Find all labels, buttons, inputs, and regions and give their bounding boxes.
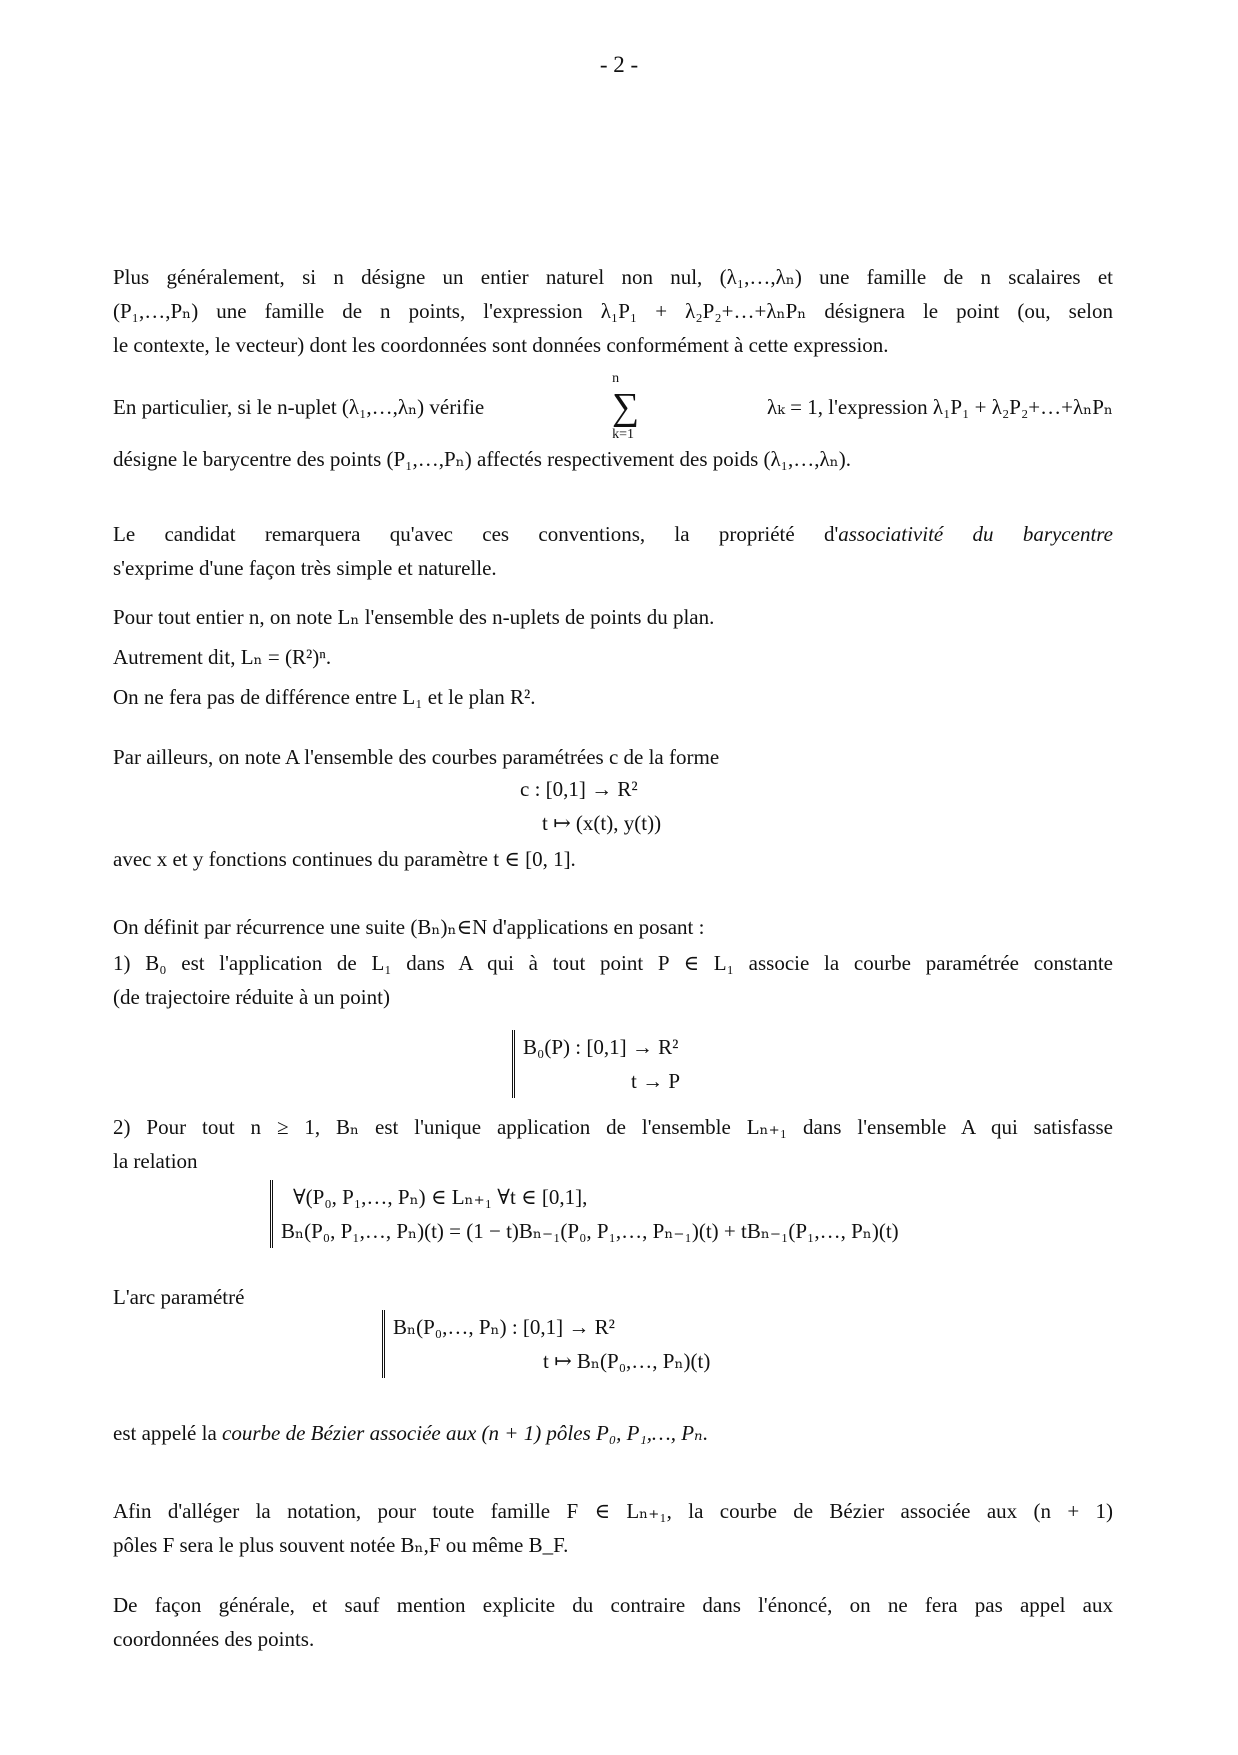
text-line: (de trajectoire réduite à un point): [113, 985, 390, 1009]
paragraph-ensemble-L: [113, 597, 1113, 717]
text-line: 1) B₀ est l'application de L₁ dans A qui à tout point P ∈ L₁ associe la courbe paramétrée constante: [113, 951, 1113, 975]
text-line: On définit par récurrence une suite (Bₙ)ₙ∈N d'applications en posant :: [113, 915, 705, 939]
paragraph-arc: [113, 1280, 1113, 1314]
sum-line: [113, 372, 1113, 442]
equation-curve-map: c : [0,1] → R²: [520, 777, 638, 801]
equation-line: Bₙ(P₀,…, Pₙ) : [0,1] → R²: [393, 1315, 615, 1339]
sum-lower-bound: k=1: [612, 427, 634, 442]
text-line: Pour tout entier n, on note Lₙ l'ensemble des n-uplets de points du plan.: [113, 605, 715, 629]
paragraph-ensemble-A: [113, 740, 1113, 774]
equation-B0: [512, 1030, 680, 1098]
paragraph-generalisation: [113, 260, 1113, 362]
text-line: Par ailleurs, on note A l'ensemble des courbes paramétrées c de la forme: [113, 745, 720, 769]
equation-line: t → P: [631, 1069, 681, 1093]
equation-recurrence: [270, 1180, 899, 1248]
text-fragment: λₖ = 1, l'expression λ₁P₁ + λ₂P₂+…+λₙPₙ: [767, 395, 1113, 419]
paragraph-continuity: [113, 842, 1113, 876]
text-fragment: .: [702, 1421, 708, 1445]
text-line: s'exprime d'une façon très simple et naturelle.: [113, 556, 497, 580]
equation-line: t ↦ Bₙ(P₀,…, Pₙ)(t): [543, 1349, 711, 1373]
text-fragment: En particulier, si le n-uplet (λ₁,…,λₙ) vérifie: [113, 395, 485, 419]
text-line: (P₁,…,Pₙ) une famille de n points, l'expression λ₁P₁ + λ₂P₂+…+λₙPₙ désignera le point (ou, selon: [113, 299, 1113, 323]
emphasis-text: courbe de Bézier associée aux (n + 1) pôles P₀, P₁,…, Pₙ: [222, 1421, 703, 1445]
equation-line: Bₙ(P₀, P₁,…, Pₙ)(t) = (1 − t)Bₙ₋₁(P₀, P₁,…, Pₙ₋₁)(t) + tBₙ₋₁(P₁,…, Pₙ)(t): [281, 1219, 899, 1243]
text-line: Afin d'alléger la notation, pour toute famille F ∈ Lₙ₊₁, la courbe de Bézier associée aux (n + 1): [113, 1499, 1113, 1523]
equation-bezier-curve: [382, 1310, 710, 1378]
text-line: avec x et y fonctions continues du paramètre t ∈ [0, 1].: [113, 847, 576, 871]
text-fragment: Le candidat remarquera qu'avec ces conventions, la propriété d': [113, 522, 839, 546]
text-line: L'arc paramétré: [113, 1285, 245, 1309]
text-line: De façon générale, et sauf mention explicite du contraire dans l'énoncé, on ne fera pas appel aux: [113, 1593, 1113, 1617]
text-line: désigne le barycentre des points (P₁,…,Pₙ) affectés respectivement des poids (λ₁,…,λₙ).: [113, 447, 852, 471]
sum-symbol: [612, 370, 639, 444]
text-line: Plus généralement, si n désigne un entier naturel non nul, (λ₁,…,λₙ) une famille de n scalaires et: [113, 265, 1113, 289]
paragraph-recurrence: [113, 908, 1113, 1014]
page-number: - 2 -: [599, 52, 639, 77]
text-line: la relation: [113, 1149, 198, 1173]
text-line: [113, 1416, 1113, 1450]
equation-line: B₀(P) : [0,1] → R²: [523, 1035, 679, 1059]
text-fragment: est appelé la: [113, 1421, 223, 1445]
paragraph-coordonnees: [113, 1588, 1113, 1656]
paragraph-notation: [113, 1494, 1113, 1562]
text-line: coordonnées des points.: [113, 1627, 315, 1651]
text-line: pôles F sera le plus souvent notée Bₙ,F ou même B_F.: [113, 1533, 569, 1557]
equation-line: ∀(P₀, P₁,…, Pₙ) ∈ Lₙ₊₁ ∀t ∈ [0,1],: [293, 1185, 588, 1209]
equation-curve-param: t ↦ (x(t), y(t)): [542, 811, 662, 835]
paragraph-barycentre: [113, 372, 1113, 476]
text-line: [113, 517, 1113, 551]
emphasis-text: associativité du barycentre: [838, 522, 1113, 546]
text-line: Autrement dit, Lₙ = (R²)ⁿ.: [113, 645, 332, 669]
paragraph-associativite: [113, 517, 1113, 585]
text-line: 2) Pour tout n ≥ 1, Bₙ est l'unique application de l'ensemble Lₙ₊₁ dans l'ensemble A qui satisfasse: [113, 1115, 1113, 1139]
sigma-sign: ∑: [612, 386, 640, 428]
text-line: On ne fera pas de différence entre L₁ et le plan R².: [113, 685, 536, 709]
paragraph-definition-Bn: [113, 1110, 1113, 1178]
sum-upper-bound: n: [612, 371, 620, 386]
paragraph-bezier-name: [113, 1416, 1113, 1450]
text-line: le contexte, le vecteur) dont les coordonnées sont données conformément à cette expression.: [113, 333, 889, 357]
